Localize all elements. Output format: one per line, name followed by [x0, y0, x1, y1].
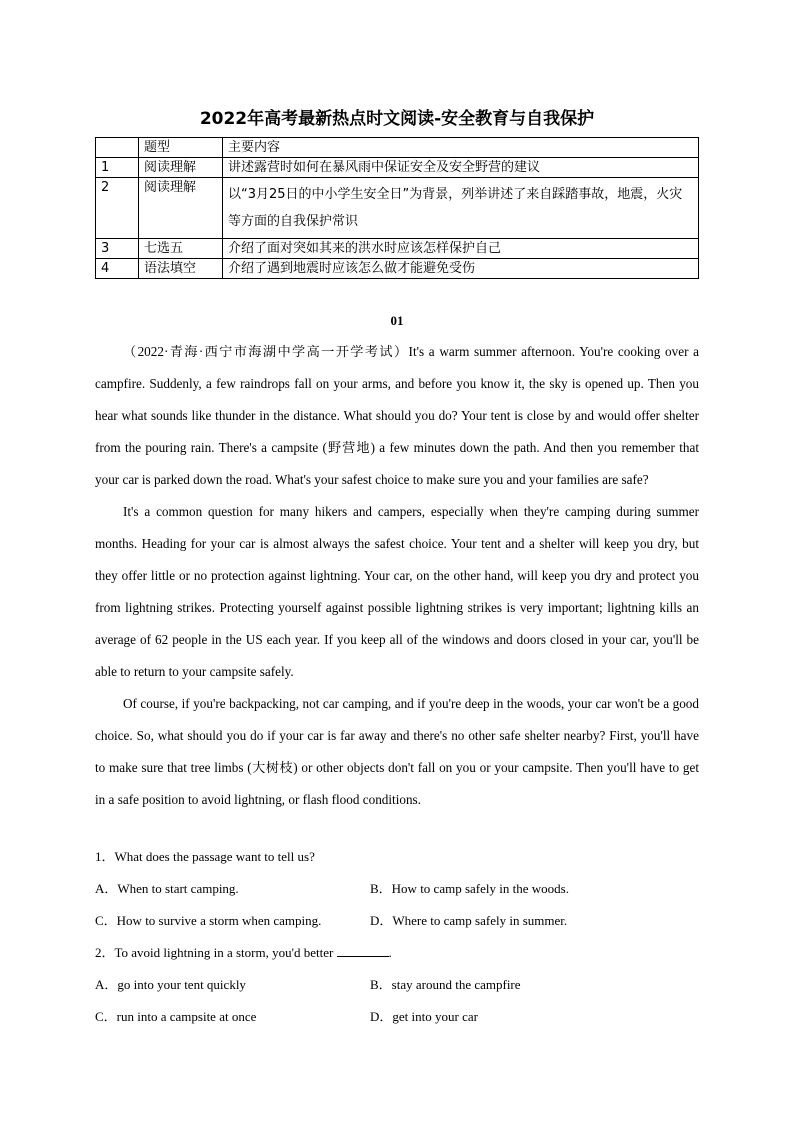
- question-list: [95, 844, 699, 1036]
- row-content: 介绍了面对突如其来的洪水时应该怎样保护自己: [223, 239, 699, 259]
- row-type: 七选五: [139, 239, 223, 259]
- table-row: [96, 178, 699, 239]
- row-content: 讲述露营时如何在暴风雨中保证安全及安全野营的建议: [223, 158, 699, 178]
- option-row: [95, 972, 699, 1004]
- option-c: C．run into a campsite at once: [95, 1009, 257, 1024]
- passage-paragraph: It's a common question for many hikers and campers, especially when they're camping during summer months. Heading for your car is almost always the safest choice. Your tent and a shelter will keep you dry, but they offer little or no protection against lightning. Your car, on the other hand, will keep you dry and protect you from lightning strikes. Protecting yourself against possible lightning strikes is very important; lightning kills an average of 62 people in the US each year. If you keep all of the windows and doors closed in your car, you'll be able to return to your campsite safely.: [95, 504, 699, 679]
- header-cell-no: [96, 138, 139, 158]
- row-no: 4: [96, 259, 139, 279]
- row-no: 2: [96, 178, 139, 239]
- answer-blank: [337, 942, 389, 957]
- passage-source: （2022·青海·西宁市海湖中学高一开学考试）: [123, 344, 409, 359]
- document-title: 2022年高考最新热点时文阅读-安全教育与自我保护: [199, 109, 595, 129]
- question-stem: [95, 940, 699, 972]
- row-type: 阅读理解: [139, 178, 223, 239]
- row-type: 阅读理解: [139, 158, 223, 178]
- table-row: [96, 239, 699, 259]
- reading-passage: [95, 336, 699, 816]
- paragraph-text: It's a warm summer afternoon. You're cooking over a campfire. Suddenly, a few raindrops fall on your arms, and before you know it, the sky is opened up. Then you hear what sounds like thunder in the distance. What should you do? Your tent is close by and would offer shelter from the pouring rain. There's a campsite (野营地) a few minutes down the path. And then you remember that your car is parked down the road. What's your safest choice to make sure you and your families are safe?: [95, 344, 699, 487]
- question-stem-text: 2．To avoid lightning in a storm, you'd better: [95, 945, 334, 960]
- option-row: [95, 908, 699, 940]
- section-number: 01: [390, 313, 404, 328]
- table-row: [96, 158, 699, 178]
- row-content: 以“3月25日的中小学生安全日”为背景，列举讲述了来自踩踏事故，地震，火灾等方面的自我保护常识: [223, 178, 699, 239]
- header-cell-content: 主要内容: [223, 138, 699, 158]
- overview-table: [95, 137, 699, 279]
- passage-paragraph: [95, 336, 699, 496]
- table-header-row: [96, 138, 699, 158]
- option-a: A．go into your tent quickly: [95, 977, 246, 992]
- option-a: A．When to start camping.: [95, 881, 239, 896]
- option-c: C．How to survive a storm when camping.: [95, 913, 322, 928]
- option-b: B．How to camp safely in the woods.: [370, 881, 569, 896]
- option-d: D．get into your car: [370, 1009, 478, 1024]
- row-no: 1: [96, 158, 139, 178]
- row-no: 3: [96, 239, 139, 259]
- question-stem: 1．What does the passage want to tell us?: [95, 849, 315, 864]
- row-content: 介绍了遇到地震时应该怎么做才能避免受伤: [223, 259, 699, 279]
- header-cell-type: 题型: [139, 138, 223, 158]
- option-row: [95, 1004, 699, 1036]
- row-type: 语法填空: [139, 259, 223, 279]
- table-row: [96, 259, 699, 279]
- option-row: [95, 876, 699, 908]
- option-d: D．Where to camp safely in summer.: [370, 913, 568, 928]
- passage-paragraph: Of course, if you're backpacking, not car camping, and if you're deep in the woods, your car won't be a good choice. So, what should you do if your car is far away and there's no other safe shelter nearby? First, you'll have to make sure that tree limbs (大树枝) or other objects don't fall on you or your campsite. Then you'll have to get in a safe position to avoid lightning, or flash flood conditions.: [95, 696, 699, 807]
- question-stem-end: .: [388, 945, 392, 960]
- option-b: B．stay around the campfire: [370, 977, 521, 992]
